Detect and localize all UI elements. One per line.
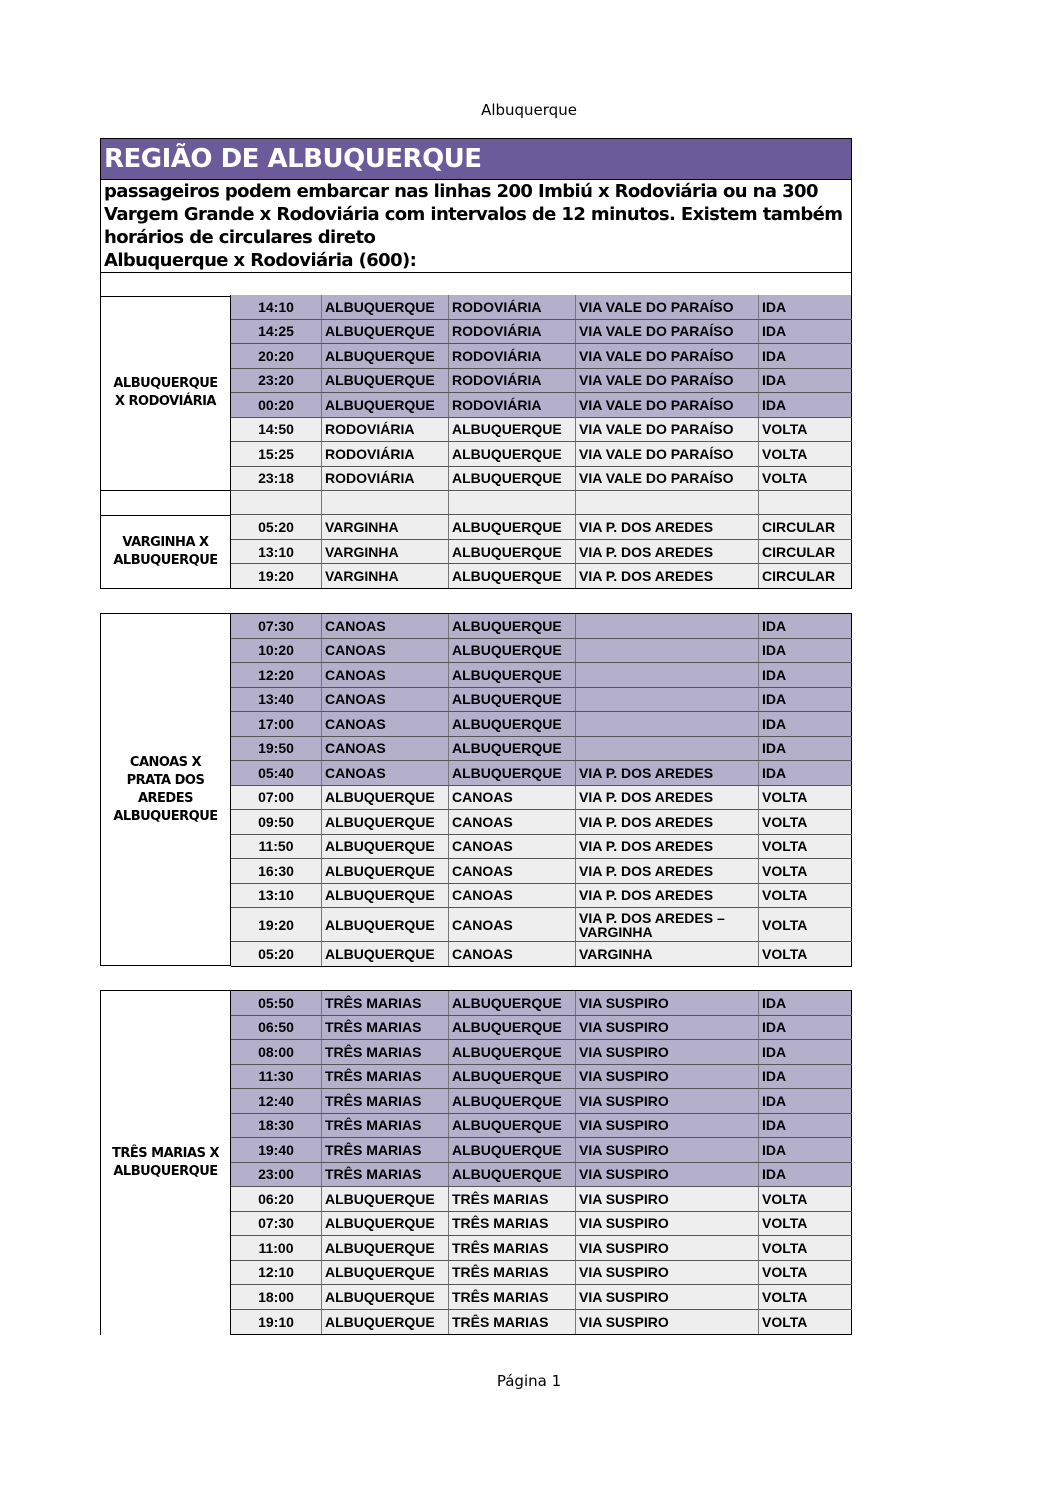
route-via: VIA SUSPIRO [576,1114,759,1138]
destination: RODOVIÁRIA [449,369,576,393]
route-via: VIA SUSPIRO [576,1065,759,1089]
direction: VOLTA [759,1212,852,1236]
route-via [576,614,759,638]
origin: ALBUQUERQUE [322,1236,449,1260]
destination: CANOAS [449,884,576,908]
origin: ALBUQUERQUE [322,810,449,834]
departure-time: 17:00 [231,712,322,736]
route-via: VIA P. DOS AREDES – VARGINHA [576,908,759,941]
route-via: VARGINHA [576,942,759,966]
destination: ALBUQUERQUE [449,1089,576,1113]
table-row [231,1016,852,1041]
route-via: VIA P. DOS AREDES [576,540,759,564]
schedule-rows [231,613,852,967]
origin: VARGINHA [322,564,449,588]
route-via: VIA VALE DO PARAÍSO [576,442,759,466]
table-row [231,1187,852,1212]
destination: RODOVIÁRIA [449,393,576,417]
table-row [231,1089,852,1114]
route-label-line: X RODOVIÁRIA [115,393,216,409]
table-row [231,1236,852,1261]
origin: TRÊS MARIAS [322,1065,449,1089]
origin: RODOVIÁRIA [322,442,449,466]
departure-time: 15:25 [231,442,322,466]
description-line: Vargem Grande x Rodoviária com intervalos de 12 minutos. Existem também [104,204,843,225]
route-via: VIA VALE DO PARAÍSO [576,467,759,491]
table-row [231,344,852,369]
direction: VOLTA [759,1310,852,1334]
direction: VOLTA [759,859,852,883]
origin: ALBUQUERQUE [322,884,449,908]
direction: IDA [759,1114,852,1138]
direction: IDA [759,639,852,663]
departure-time: 07:00 [231,786,322,810]
departure-time: 23:00 [231,1163,322,1187]
direction: VOLTA [759,884,852,908]
departure-time: 07:30 [231,614,322,638]
direction: VOLTA [759,1187,852,1211]
direction: VOLTA [759,1285,852,1309]
empty-cell [449,491,576,514]
origin: ALBUQUERQUE [322,1310,449,1334]
departure-time: 09:50 [231,810,322,834]
destination: TRÊS MARIAS [449,1187,576,1211]
route-label-line: VARGINHA X [122,535,209,550]
direction: IDA [759,1016,852,1040]
route-label-line: ALBUQUERQUE [113,553,218,568]
route-via: VIA VALE DO PARAÍSO [576,295,759,319]
table-row [231,442,852,467]
departure-time: 12:20 [231,663,322,687]
table-row [231,418,852,443]
table-row [231,295,852,320]
route-via: VIA P. DOS AREDES [576,761,759,785]
origin: VARGINHA [322,515,449,539]
empty-cell [231,491,322,514]
destination: CANOAS [449,810,576,834]
table-row [231,320,852,345]
route-via: VIA SUSPIRO [576,1187,759,1211]
route-label-line: PRATA DOS [126,772,205,788]
destination: ALBUQUERQUE [449,1016,576,1040]
departure-time: 05:50 [231,991,322,1015]
departure-time: 10:20 [231,639,322,663]
origin: ALBUQUERQUE [322,393,449,417]
departure-time: 19:20 [231,908,322,941]
route-via: VIA VALE DO PARAÍSO [576,418,759,442]
origin: CANOAS [322,737,449,761]
departure-time: 19:40 [231,1138,322,1162]
route-via: VIA SUSPIRO [576,1261,759,1285]
origin: CANOAS [322,761,449,785]
departure-time: 07:30 [231,1212,322,1236]
description-line: passageiros podem embarcar nas linhas 200 Imbiú x Rodoviária ou na 300 [104,181,818,202]
table-row [231,688,852,713]
destination: ALBUQUERQUE [449,614,576,638]
departure-time: 13:40 [231,688,322,712]
direction: VOLTA [759,418,852,442]
departure-time: 14:10 [231,295,322,319]
table-row [231,663,852,688]
route-via: VIA P. DOS AREDES [576,884,759,908]
direction: IDA [759,320,852,344]
origin: RODOVIÁRIA [322,418,449,442]
route-label-line: ALBUQUERQUE [113,1164,218,1179]
destination: ALBUQUERQUE [449,540,576,564]
route-via: VIA VALE DO PARAÍSO [576,393,759,417]
direction: IDA [759,393,852,417]
direction: IDA [759,1065,852,1089]
route-via: VIA SUSPIRO [576,1163,759,1187]
table-row [231,540,852,565]
destination: TRÊS MARIAS [449,1261,576,1285]
route-label [100,990,231,1335]
route-label-line: TRÊS MARIAS X [112,1146,219,1161]
origin: ALBUQUERQUE [322,1187,449,1211]
destination: ALBUQUERQUE [449,688,576,712]
direction: IDA [759,663,852,687]
departure-time: 20:20 [231,344,322,368]
direction: IDA [759,614,852,638]
destination: TRÊS MARIAS [449,1285,576,1309]
table-row [231,884,852,909]
region-title: REGIÃO DE ALBUQUERQUE [101,139,851,180]
route-label [100,613,231,966]
table-row [231,1285,852,1310]
direction: CIRCULAR [759,515,852,539]
route-via: VIA SUSPIRO [576,1040,759,1064]
origin: TRÊS MARIAS [322,1138,449,1162]
direction: CIRCULAR [759,564,852,588]
departure-time: 11:50 [231,835,322,859]
departure-time: 13:10 [231,884,322,908]
blank-label-cell [100,491,231,515]
direction: VOLTA [759,1261,852,1285]
departure-time: 14:25 [231,320,322,344]
origin: ALBUQUERQUE [322,942,449,966]
destination: ALBUQUERQUE [449,442,576,466]
region-description [101,180,851,273]
route-via [576,663,759,687]
direction: IDA [759,1040,852,1064]
departure-time: 11:00 [231,1236,322,1260]
direction: IDA [759,688,852,712]
empty-cell [576,491,759,514]
direction: IDA [759,737,852,761]
page-number: Página 1 [496,1372,562,1390]
departure-time: 19:10 [231,1310,322,1334]
route-via [576,737,759,761]
route-via [576,688,759,712]
destination: ALBUQUERQUE [449,712,576,736]
table-row [231,786,852,811]
title-block [100,138,852,297]
table-row [231,712,852,737]
departure-time: 11:30 [231,1065,322,1089]
direction: IDA [759,1138,852,1162]
destination: ALBUQUERQUE [449,663,576,687]
schedule-section-tres-marias [100,990,852,1335]
route-via: VIA VALE DO PARAÍSO [576,369,759,393]
origin: TRÊS MARIAS [322,991,449,1015]
origin: ALBUQUERQUE [322,1285,449,1309]
origin: ALBUQUERQUE [322,295,449,319]
destination: ALBUQUERQUE [449,1163,576,1187]
blank-row [231,491,852,515]
route-via: VIA SUSPIRO [576,1285,759,1309]
origin: TRÊS MARIAS [322,1114,449,1138]
route-via: VIA SUSPIRO [576,1212,759,1236]
departure-time: 06:50 [231,1016,322,1040]
schedule-rows [231,990,852,1335]
route-via: VIA P. DOS AREDES [576,786,759,810]
table-row [231,761,852,786]
destination: ALBUQUERQUE [449,737,576,761]
destination: CANOAS [449,908,576,941]
origin: ALBUQUERQUE [322,344,449,368]
route-via: VIA P. DOS AREDES [576,515,759,539]
table-row [231,639,852,664]
route-via [576,639,759,663]
departure-time: 08:00 [231,1040,322,1064]
table-row [231,1114,852,1139]
departure-time: 18:00 [231,1285,322,1309]
route-via: VIA P. DOS AREDES [576,564,759,588]
direction: IDA [759,369,852,393]
departure-time: 06:20 [231,1187,322,1211]
direction: VOLTA [759,942,852,966]
route-via: VIA P. DOS AREDES [576,859,759,883]
origin: VARGINHA [322,540,449,564]
departure-time: 19:50 [231,737,322,761]
direction: IDA [759,1163,852,1187]
origin: ALBUQUERQUE [322,859,449,883]
table-row [231,1212,852,1237]
destination: RODOVIÁRIA [449,320,576,344]
origin: ALBUQUERQUE [322,908,449,941]
direction: VOLTA [759,442,852,466]
departure-time: 18:30 [231,1114,322,1138]
route-via: VIA SUSPIRO [576,1310,759,1334]
departure-time: 00:20 [231,393,322,417]
route-via: VIA VALE DO PARAÍSO [576,320,759,344]
blank-row [101,273,851,296]
destination: RODOVIÁRIA [449,295,576,319]
direction: VOLTA [759,810,852,834]
destination: CANOAS [449,859,576,883]
destination: ALBUQUERQUE [449,991,576,1015]
table-row [231,1163,852,1188]
page-header: Albuquerque [481,101,577,119]
destination: ALBUQUERQUE [449,564,576,588]
departure-time: 23:18 [231,467,322,491]
route-via [576,712,759,736]
origin: ALBUQUERQUE [322,835,449,859]
table-row [231,614,852,639]
table-row [231,564,852,589]
empty-cell [759,491,852,514]
schedule-section-albuquerque-rodoviaria [100,295,852,590]
table-row [231,810,852,835]
origin: TRÊS MARIAS [322,1089,449,1113]
direction: IDA [759,344,852,368]
table-row [231,1138,852,1163]
table-row [231,393,852,418]
departure-time: 12:40 [231,1089,322,1113]
origin: CANOAS [322,712,449,736]
route-via: VIA P. DOS AREDES [576,810,759,834]
direction: VOLTA [759,835,852,859]
direction: VOLTA [759,1236,852,1260]
table-row [231,1065,852,1090]
route-label-line: CANOAS X [129,754,202,770]
table-row [231,515,852,540]
schedule-section-canoas [100,613,852,967]
direction: VOLTA [759,467,852,491]
direction: IDA [759,712,852,736]
origin: CANOAS [322,688,449,712]
destination: ALBUQUERQUE [449,761,576,785]
direction: VOLTA [759,786,852,810]
table-row [231,1261,852,1286]
departure-time: 12:10 [231,1261,322,1285]
destination: ALBUQUERQUE [449,1040,576,1064]
departure-time: 05:20 [231,942,322,966]
direction: IDA [759,295,852,319]
route-label-line: ALBUQUERQUE [113,808,218,824]
destination: TRÊS MARIAS [449,1310,576,1334]
departure-time: 14:50 [231,418,322,442]
table-row [231,737,852,762]
destination: ALBUQUERQUE [449,467,576,491]
route-via: VIA SUSPIRO [576,1138,759,1162]
origin: RODOVIÁRIA [322,467,449,491]
route-via: VIA SUSPIRO [576,1016,759,1040]
origin: ALBUQUERQUE [322,320,449,344]
origin: CANOAS [322,663,449,687]
destination: CANOAS [449,942,576,966]
route-via: VIA SUSPIRO [576,991,759,1015]
departure-time: 05:20 [231,515,322,539]
departure-time: 16:30 [231,859,322,883]
destination: ALBUQUERQUE [449,1138,576,1162]
origin: ALBUQUERQUE [322,1212,449,1236]
origin: CANOAS [322,614,449,638]
table-row [231,859,852,884]
direction: VOLTA [759,908,852,941]
destination: ALBUQUERQUE [449,1065,576,1089]
route-via: VIA SUSPIRO [576,1089,759,1113]
origin: TRÊS MARIAS [322,1016,449,1040]
destination: RODOVIÁRIA [449,344,576,368]
route-via: VIA VALE DO PARAÍSO [576,344,759,368]
route-via: VIA P. DOS AREDES [576,835,759,859]
origin: ALBUQUERQUE [322,369,449,393]
table-row [231,1310,852,1335]
origin: CANOAS [322,639,449,663]
description-line: horários de circulares direto [104,227,376,248]
table-row [231,835,852,860]
destination: ALBUQUERQUE [449,1114,576,1138]
table-row [231,369,852,394]
route-via: VIA SUSPIRO [576,1236,759,1260]
destination: CANOAS [449,786,576,810]
destination: TRÊS MARIAS [449,1236,576,1260]
destination: ALBUQUERQUE [449,418,576,442]
empty-cell [322,491,449,514]
table-row [231,908,852,942]
destination: CANOAS [449,835,576,859]
route-label-line: AREDES [137,790,193,806]
destination: ALBUQUERQUE [449,515,576,539]
direction: IDA [759,1089,852,1113]
direction: CIRCULAR [759,540,852,564]
destination: TRÊS MARIAS [449,1212,576,1236]
description-line: Albuquerque x Rodoviária (600): [104,250,417,271]
route-label [100,295,231,491]
route-label-line: ALBUQUERQUE [113,375,218,391]
table-row [231,467,852,492]
direction: IDA [759,991,852,1015]
departure-time: 13:10 [231,540,322,564]
table-row [231,991,852,1016]
departure-time: 23:20 [231,369,322,393]
origin: TRÊS MARIAS [322,1163,449,1187]
schedule-rows [231,295,852,589]
departure-time: 05:40 [231,761,322,785]
departure-time: 19:20 [231,564,322,588]
table-row [231,942,852,967]
destination: ALBUQUERQUE [449,639,576,663]
direction: IDA [759,761,852,785]
origin: ALBUQUERQUE [322,786,449,810]
route-label [100,515,231,589]
origin: ALBUQUERQUE [322,1261,449,1285]
table-row [231,1040,852,1065]
origin: TRÊS MARIAS [322,1040,449,1064]
